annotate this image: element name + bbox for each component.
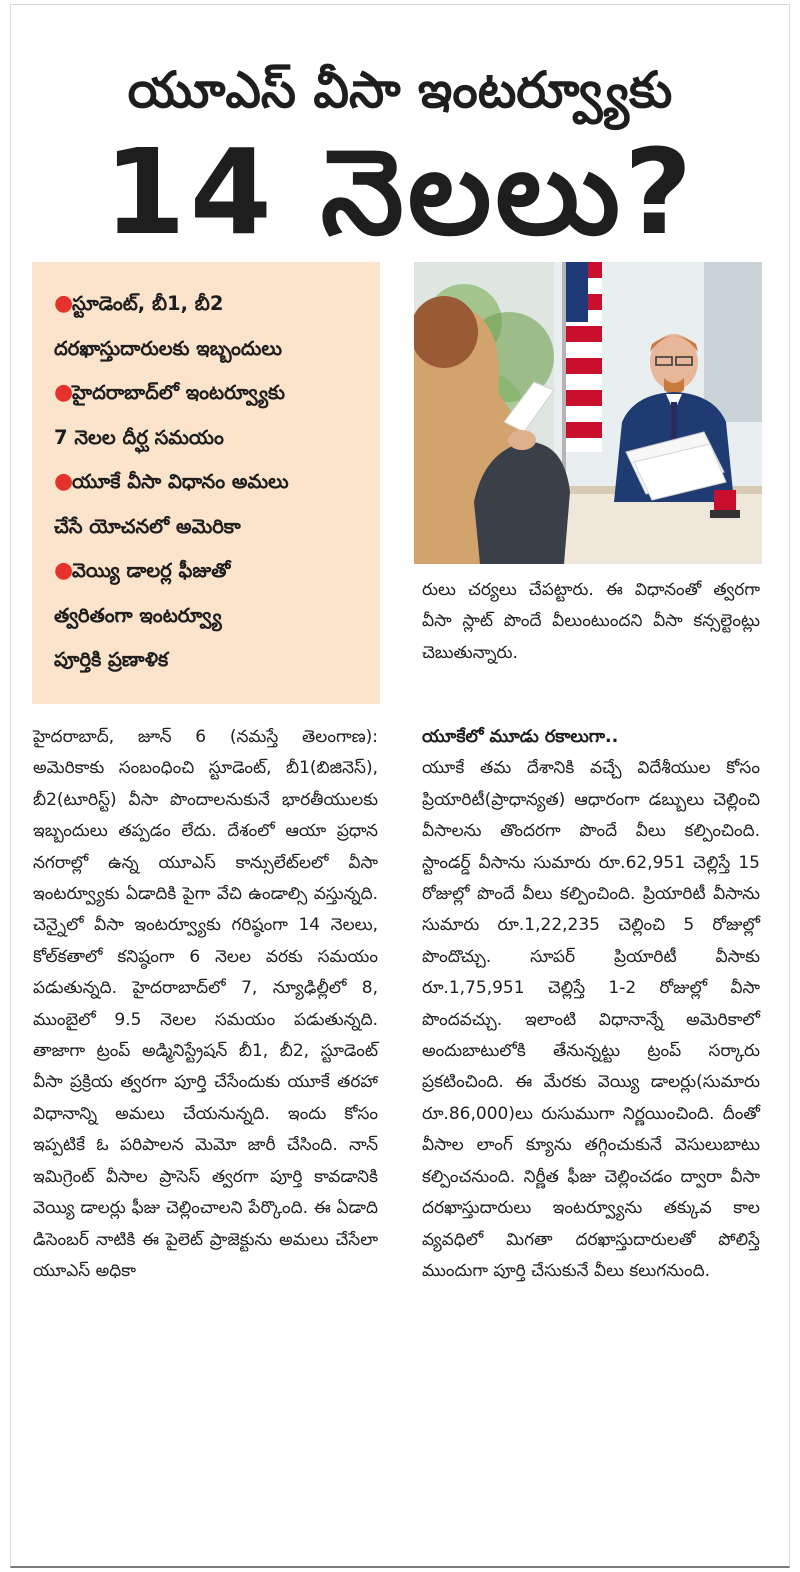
highlight-item: ● హైదరాబాద్‌లో ఇంటర్వ్యూకు 7 నెలల దీర్ఘ సమయం [54,371,366,460]
headline: 14 నెలలు? [103,123,697,261]
kicker: యూఎస్‌ వీసా ఇంటర్వ్యూకు [127,61,673,119]
paragraph: హైదరాబాద్‌, జూన్‌ 6 (నమస్తే తెలంగాణ): అమెరికాకు సంబంధించి స్టూడెంట్‌, బీ1(బిజినెస్‌), బీ2(టూరిస్ట్‌) వీసా పొందాలనుకునే భారతీయులకు ఇబ్బందులు తప్పడం లేదు. దేశంలో ఆయా ప్రధాన నగరాల్లో ఉన్న యూఎస్‌ కాన్సులేట్‌లలో వీసా ఇంటర్వ్యూకు ఏడాదికి పైగా వేచి ఉండాల్సి వస్తున్నది. చెన్నైలో వీసా ఇంటర్వ్యూకు గరిష్ఠంగా 14 నెలలు, కోల్‌కతాలో కనిష్ఠంగా 6 నెలల వరకు సమయం పడుతున్నది. హైదరాబాద్‌లో 7, న్యూఢిల్లీలో 8, ముంబైలో 9.5 నెలల సమయం పడుతున్నది. తాజాగా ట్రంప్‌ అడ్మినిస్ట్రేషన్‌ బీ1, బీ2, స్టూడెంట్‌ వీసా ప్రక్రియ త్వరగా పూర్తి చేసేందుకు యూకే తరహా విధానాన్ని అమలు చేయనున్నది. ఇందు కోసం ఇప్పటికే ఓ పరిపాలన మెమో జారీ చేసింది. నాన్‌ ఇమిగ్రెంట్‌ వీసాల ప్రాసెస్‌ త్వరగా పూర్తి కావడానికి వెయ్యి డాలర్లు ఫీజు చెల్లించాలని పేర్కొంది. ఈ ఏడాది డిసెంబర్‌ నాటికి ఈ పైలెట్‌ ప్రాజెక్టును అమలు చేసేలా యూఎస్‌ అధికా [33,727,378,1281]
bullet-icon: ● [54,469,74,494]
interview-photo [414,262,762,564]
bullet-icon: ● [54,558,74,583]
paragraph: రులు చర్యలు చేపట్టారు. ఈ విధానంతో త్వరగా వీసా స్లాట్‌ పొందే వీలుంటుందని వీసా కన్సల్టెంట్లు చెబుతున్నారు. [422,580,760,663]
highlight-item: ● స్టూడెంట్‌, బీ1, బీ2 దరఖాస్తుదారులకు ఇబ్బందులు [54,282,366,371]
bullet-icon: ● [54,380,74,405]
highlight-item: ● వెయ్యి డాలర్ల ఫీజుతో త్వరితంగా ఇంటర్వ్యూ పూర్తికి ప్రణాళిక [54,549,366,683]
article-body-left [33,722,378,1287]
article-body-right [422,722,760,1287]
us-flag-icon [566,262,602,452]
article-body-right-top [422,575,760,669]
highlight-item: ● యూకే వీసా విధానం అమలు చేసే యోచనలో అమెరికా [54,460,366,549]
highlights-box [32,262,380,704]
bullet-icon: ● [54,291,74,316]
paragraph: యూకే తమ దేశానికి వచ్చే విదేశీయుల కోసం ప్రియారిటీ(ప్రాధాన్యత) ఆధారంగా డబ్బులు చెల్లించి వీసాలను తొందరగా పొందే వీలు కల్పించింది. స్టాండర్డ్‌ వీసాను సుమారు రూ.62,951 చెల్లిస్తే 15 రోజుల్లో పొందే వీలు కల్పించింది. ప్రియారిటీ వీసాను సుమారు రూ.1,22,235 చెల్లించి 5 రోజుల్లో పొందొచ్చు. సూపర్‌ ప్రియారిటీ వీసాకు రూ.1,75,951 చెల్లిస్తే 1-2 రోజుల్లో వీసా పొందవచ్చు. ఇలాంటి విధానాన్నే అమెరికాలో అందుబాటులోకి తేనున్నట్టు ట్రంప్‌ సర్కారు ప్రకటించింది. ఈ మేరకు వెయ్యి డాలర్లు(సుమారు రూ.86,000)లు రుసుముగా నిర్ణయించింది. దీంతో వీసాల లాంగ్‌ క్యూను తగ్గించుకునే వెసులుబాటు కల్పించనుంది. నిర్ణీత ఫీజు చెల్లించడం ద్వారా వీసా దరఖాస్తుదారులు ఇంటర్వ్యూను తక్కువ కాల వ్యవధిలో మిగతా దరఖాస్తుదారులతో పోలిస్తే ముందుగా పూర్తి చేసుకునే వీలు కలుగనుంది. [422,758,760,1281]
subheading: యూకేలో మూడు రకాలుగా.. [422,727,619,747]
